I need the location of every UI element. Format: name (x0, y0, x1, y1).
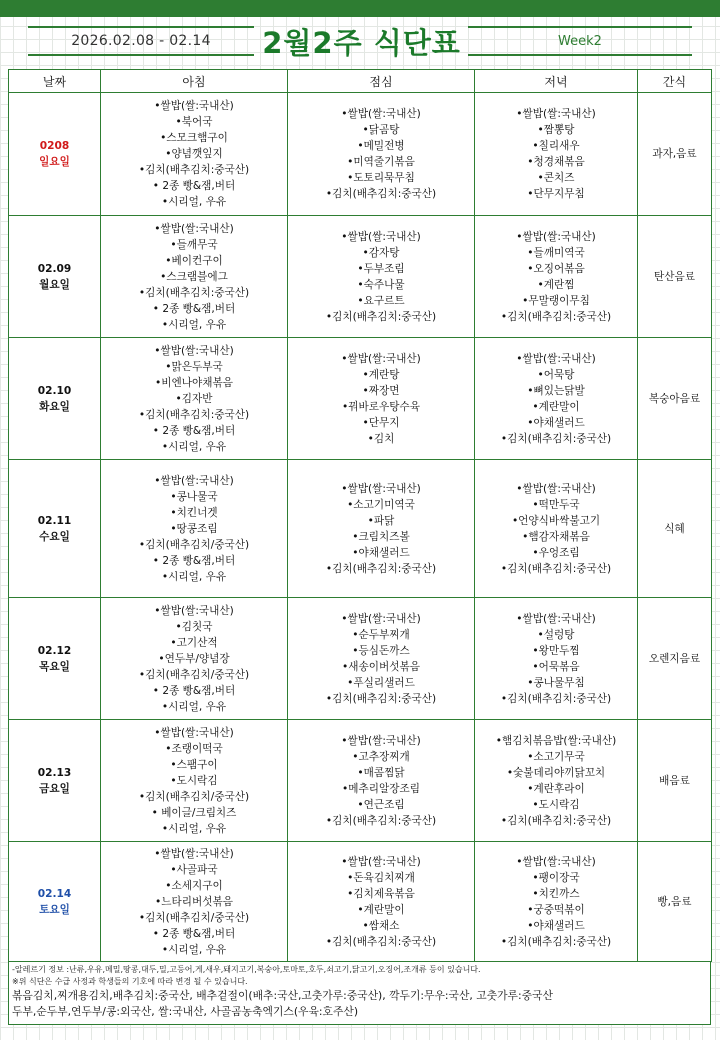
breakfast-cell (101, 338, 288, 460)
date-range: 2026.02.08 - 02.14 (28, 26, 254, 56)
lunch-cell (288, 216, 475, 338)
dinner-item: •쌀밥(쌀:국내산) (516, 612, 596, 625)
breakfast-cell (101, 460, 288, 598)
breakfast-item: •소세지구이 (165, 879, 223, 892)
breakfast-item: •쌀밥(쌀:국내산) (154, 474, 234, 487)
breakfast-item: • 2종 빵&잼,버터 (152, 927, 236, 940)
dinner-item: •어묵볶음 (532, 660, 580, 673)
dinner-item: •야채샐러드 (527, 416, 585, 429)
page-title: 2월2주 식단표 (262, 25, 461, 60)
dinner-cell (475, 460, 638, 598)
lunch-item: •새송이버섯볶음 (342, 660, 420, 673)
breakfast-item: •쌀밥(쌀:국내산) (154, 726, 234, 739)
day-date: 02.12 (37, 644, 72, 657)
dinner-cell (475, 93, 638, 216)
breakfast-item: •치킨너겟 (170, 506, 218, 519)
breakfast-item: •도시락김 (170, 774, 218, 787)
header-row (9, 70, 712, 93)
lunch-item: •미역줄기볶음 (347, 156, 415, 168)
dinner-item: •무말랭이무침 (522, 294, 590, 307)
day-weekday: 금요일 (39, 782, 70, 795)
day-cell (9, 216, 101, 338)
breakfast-item: •스모크햄구이 (160, 132, 228, 144)
dinner-item: •햄감자채볶음 (522, 530, 590, 543)
snack-cell: 빵,음료 (638, 842, 712, 962)
snack-cell: 오렌지음료 (638, 598, 712, 720)
lunch-cell (288, 598, 475, 720)
day-cell (9, 460, 101, 598)
dinner-item: •콘치즈 (537, 172, 575, 184)
breakfast-item: •쌀밥(쌀:국내산) (154, 604, 234, 617)
day-weekday: 목요일 (39, 660, 70, 673)
snack-cell: 배음료 (638, 720, 712, 842)
dinner-item: •들깨미역국 (527, 246, 585, 259)
lunch-item: •등심돈까스 (352, 644, 410, 657)
dinner-item: •햄김치볶음밥(쌀:국내산) (495, 734, 617, 747)
breakfast-item: •느타리버섯볶음 (155, 895, 233, 908)
lunch-item: •고추장찌개 (352, 750, 410, 763)
dinner-item: •칠리새우 (532, 140, 580, 152)
lunch-item: •메추리알장조림 (342, 782, 420, 795)
day-weekday: 일요일 (39, 156, 70, 168)
dinner-item: •김치(배추김치:중국산) (500, 310, 612, 323)
dinner-item: •숯불데리야끼닭꼬치 (506, 766, 606, 779)
breakfast-item: •시리얼, 우유 (161, 943, 227, 956)
dinner-item: •떡만두국 (532, 498, 580, 511)
day-date: 02.10 (37, 384, 72, 397)
lunch-item: •김치(배추김치:중국산) (325, 188, 437, 200)
lunch-item: •연근조림 (357, 798, 405, 811)
lunch-item: •닭곰탕 (362, 124, 400, 136)
lunch-item: •메밀전병 (357, 140, 405, 152)
breakfast-item: • 2종 빵&잼,버터 (152, 684, 236, 697)
day-date: 0208 (39, 140, 70, 152)
lunch-item: •쌀밥(쌀:국내산) (341, 734, 421, 747)
lunch-cell (288, 93, 475, 216)
dinner-item: •오징어볶음 (527, 262, 585, 275)
dinner-item: •김치(배추김치:중국산) (500, 432, 612, 445)
dinner-item: •김치(배추김치:중국산) (500, 814, 612, 827)
dinner-cell (475, 720, 638, 842)
lunch-item: •파닭 (367, 514, 395, 527)
day-weekday: 월요일 (39, 278, 70, 291)
lunch-item: •김치제육볶음 (347, 887, 415, 900)
lunch-item: •푸실리샐러드 (347, 676, 415, 689)
snack-cell: 식혜 (638, 460, 712, 598)
snack-cell: 탄산음료 (638, 216, 712, 338)
breakfast-item: •비엔나야채볶음 (155, 376, 233, 389)
dinner-item: •계란말이 (532, 400, 580, 413)
breakfast-item: •쌀밥(쌀:국내산) (154, 100, 234, 112)
breakfast-item: •김치(배추김치/중국산) (138, 911, 250, 924)
table-row (9, 598, 712, 720)
lunch-item: •매콤찜닭 (357, 766, 405, 779)
breakfast-item: •김치(배추김치:중국산) (138, 164, 250, 176)
lunch-item: •쌀밥(쌀:국내산) (341, 352, 421, 365)
breakfast-item: •쌀밥(쌀:국내산) (154, 222, 234, 235)
snack-cell: 복숭아음료 (638, 338, 712, 460)
lunch-item: •도토리묵무침 (347, 172, 415, 184)
lunch-item: •김치(배추김치:중국산) (325, 935, 437, 948)
table-row (9, 216, 712, 338)
breakfast-item: •고기산적 (170, 636, 218, 649)
lunch-cell (288, 460, 475, 598)
breakfast-cell (101, 842, 288, 962)
allergy-note: -알레르기 정보 :난류,우유,메밀,땅콩,대두,밀,고등어,게,새우,돼지고기,복숭아,토마토,호두,쇠고기,닭고기,오징어,조개류 등이 있습니다. (12, 965, 481, 974)
lunch-item: •쌀밥(쌀:국내산) (341, 612, 421, 625)
lunch-item: •쌀밥(쌀:국내산) (341, 230, 421, 243)
week-label: Week2 (468, 26, 692, 56)
breakfast-item: • 2종 빵&잼,버터 (152, 180, 236, 192)
breakfast-item: • 베이글/크림치즈 (151, 806, 237, 819)
lunch-cell (288, 720, 475, 842)
breakfast-item: • 2종 빵&잼,버터 (152, 302, 236, 315)
breakfast-item: •시리얼, 우유 (161, 440, 227, 453)
breakfast-cell (101, 216, 288, 338)
breakfast-item: •시리얼, 우유 (161, 196, 227, 208)
lunch-item: •두부조림 (357, 262, 405, 275)
lunch-item: •쌈채소 (362, 919, 400, 932)
day-date: 02.14 (37, 887, 72, 900)
breakfast-item: • 2종 빵&잼,버터 (152, 424, 236, 437)
lunch-item: •쌀밥(쌀:국내산) (341, 855, 421, 868)
lunch-item: •짜장면 (362, 384, 400, 397)
breakfast-item: •김칫국 (175, 620, 213, 633)
breakfast-item: •베이컨구이 (165, 254, 223, 267)
breakfast-item: •북어국 (175, 116, 213, 128)
dinner-item: •김치(배추김치:중국산) (500, 692, 612, 705)
lunch-item: •계란말이 (357, 903, 405, 916)
lunch-item: •순두부찌개 (352, 628, 410, 641)
dinner-item: •우엉조림 (532, 546, 580, 559)
dinner-item: •짬뽕탕 (537, 124, 575, 136)
change-note: ※위 식단은 수급 사정과 학생들의 기호에 따라 변경 될 수 있습니다. (12, 977, 248, 986)
lunch-item: •감자탕 (362, 246, 400, 259)
day-weekday: 토요일 (39, 903, 70, 916)
breakfast-item: •사골파국 (170, 863, 218, 876)
breakfast-item: •김치(배추김치/중국산) (138, 538, 250, 551)
dinner-item: •쌀밥(쌀:국내산) (516, 482, 596, 495)
lunch-item: •돈육김치찌개 (347, 871, 415, 884)
day-date: 02.09 (37, 262, 72, 275)
dinner-item: •쌀밥(쌀:국내산) (516, 108, 596, 120)
dinner-item: •어묵탕 (537, 368, 575, 381)
day-cell (9, 720, 101, 842)
table-row (9, 338, 712, 460)
breakfast-item: •스크램블에그 (160, 270, 228, 283)
lunch-item: •쌀밥(쌀:국내산) (341, 108, 421, 120)
dinner-cell (475, 338, 638, 460)
breakfast-item: •김치(배추김치/중국산) (138, 790, 250, 803)
breakfast-item: •콩나물국 (170, 490, 218, 503)
lunch-item: •숙주나물 (357, 278, 405, 291)
dinner-cell (475, 842, 638, 962)
top-accent-bar (0, 0, 720, 17)
table-row (9, 93, 712, 216)
breakfast-item: •시리얼, 우유 (161, 570, 227, 583)
breakfast-item: •시리얼, 우유 (161, 318, 227, 331)
column-header-breakfast: 아침 (101, 70, 288, 93)
lunch-item: •소고기미역국 (347, 498, 415, 511)
breakfast-item: •김치(배추김치:중국산) (138, 408, 250, 421)
day-cell (9, 338, 101, 460)
day-date: 02.13 (37, 766, 72, 779)
dinner-item: •설렁탕 (537, 628, 575, 641)
dinner-cell (475, 216, 638, 338)
table-row (9, 842, 712, 962)
dinner-item: •팽이장국 (532, 871, 580, 884)
dinner-item: •김치(배추김치:중국산) (500, 935, 612, 948)
lunch-item: •꿔바로우탕수육 (342, 400, 420, 413)
breakfast-item: •김치(배추김치/중국산) (138, 668, 250, 681)
dinner-item: •쌀밥(쌀:국내산) (516, 230, 596, 243)
dinner-item: •뼈있는닭발 (527, 384, 585, 397)
day-weekday: 화요일 (39, 400, 70, 413)
dinner-item: •쌀밥(쌀:국내산) (516, 352, 596, 365)
lunch-item: •김치(배추김치:중국산) (325, 310, 437, 323)
breakfast-item: •쌀밥(쌀:국내산) (154, 847, 234, 860)
notes-box (8, 961, 711, 1025)
breakfast-item: •맑은두부국 (165, 360, 223, 373)
column-header-lunch: 점심 (288, 70, 475, 93)
breakfast-item: • 2종 빵&잼,버터 (152, 554, 236, 567)
origin-note-1: 볶음김치,찌개용김치,배추김치:중국산, 배추겉절이(배추:국산,고춧가루:중국산), 깍두기:무우:국산, 고춧가루:중국산 (12, 989, 553, 1002)
dinner-item: •야채샐러드 (527, 919, 585, 932)
breakfast-item: •양념깻잎지 (165, 148, 223, 160)
dinner-item: •소고기무국 (527, 750, 585, 763)
breakfast-cell (101, 93, 288, 216)
table-row (9, 720, 712, 842)
dinner-item: •계란후라이 (527, 782, 585, 795)
dinner-item: •치킨까스 (532, 887, 580, 900)
dinner-item: •궁중떡볶이 (527, 903, 585, 916)
dinner-item: •왕만두찜 (532, 644, 580, 657)
lunch-item: •김치(배추김치:중국산) (325, 814, 437, 827)
breakfast-item: •시리얼, 우유 (161, 822, 227, 835)
menu-table (8, 69, 712, 962)
dinner-item: •계란찜 (537, 278, 575, 291)
breakfast-item: •조랭이떡국 (165, 742, 223, 755)
dinner-item: •청경채볶음 (527, 156, 585, 168)
breakfast-cell (101, 720, 288, 842)
day-date: 02.11 (37, 514, 72, 527)
dinner-item: •콩나물무침 (527, 676, 585, 689)
lunch-item: •김치 (367, 432, 395, 445)
dinner-item: •언양식바싹불고기 (511, 514, 601, 527)
day-cell (9, 93, 101, 216)
dinner-item: •도시락김 (532, 798, 580, 811)
table-row (9, 460, 712, 598)
breakfast-item: •김치(배추김치:중국산) (138, 286, 250, 299)
dinner-item: •단무지무침 (527, 188, 585, 200)
breakfast-item: •들깨무국 (170, 238, 218, 251)
origin-note-2: 두부,순두부,연두부/콩:외국산, 쌀:국내산, 사골곰농축엑기스(우육:호주산) (12, 1005, 359, 1018)
day-cell (9, 598, 101, 720)
breakfast-item: •연두부/양념장 (158, 652, 230, 665)
dinner-item: •김치(배추김치:중국산) (500, 562, 612, 575)
dinner-item: •쌀밥(쌀:국내산) (516, 855, 596, 868)
breakfast-item: •스팸구이 (170, 758, 218, 771)
lunch-item: •쌀밥(쌀:국내산) (341, 482, 421, 495)
lunch-cell (288, 338, 475, 460)
column-header-snack: 간식 (638, 70, 712, 93)
breakfast-item: •시리얼, 우유 (161, 700, 227, 713)
lunch-item: •크림치즈볼 (352, 530, 410, 543)
breakfast-item: •땅콩조림 (170, 522, 218, 535)
breakfast-cell (101, 598, 288, 720)
snack-cell: 과자,음료 (638, 93, 712, 216)
lunch-item: •계란탕 (362, 368, 400, 381)
lunch-item: •김치(배추김치:중국산) (325, 692, 437, 705)
lunch-item: •요구르트 (357, 294, 405, 307)
breakfast-item: •쌀밥(쌀:국내산) (154, 344, 234, 357)
dinner-cell (475, 598, 638, 720)
column-header-date: 날짜 (9, 70, 101, 93)
day-cell (9, 842, 101, 962)
lunch-item: •단무지 (362, 416, 400, 429)
lunch-item: •김치(배추김치:중국산) (325, 562, 437, 575)
column-header-dinner: 저녁 (475, 70, 638, 93)
day-weekday: 수요일 (39, 530, 70, 543)
lunch-item: •야채샐러드 (352, 546, 410, 559)
lunch-cell (288, 842, 475, 962)
breakfast-item: •김자반 (175, 392, 213, 405)
